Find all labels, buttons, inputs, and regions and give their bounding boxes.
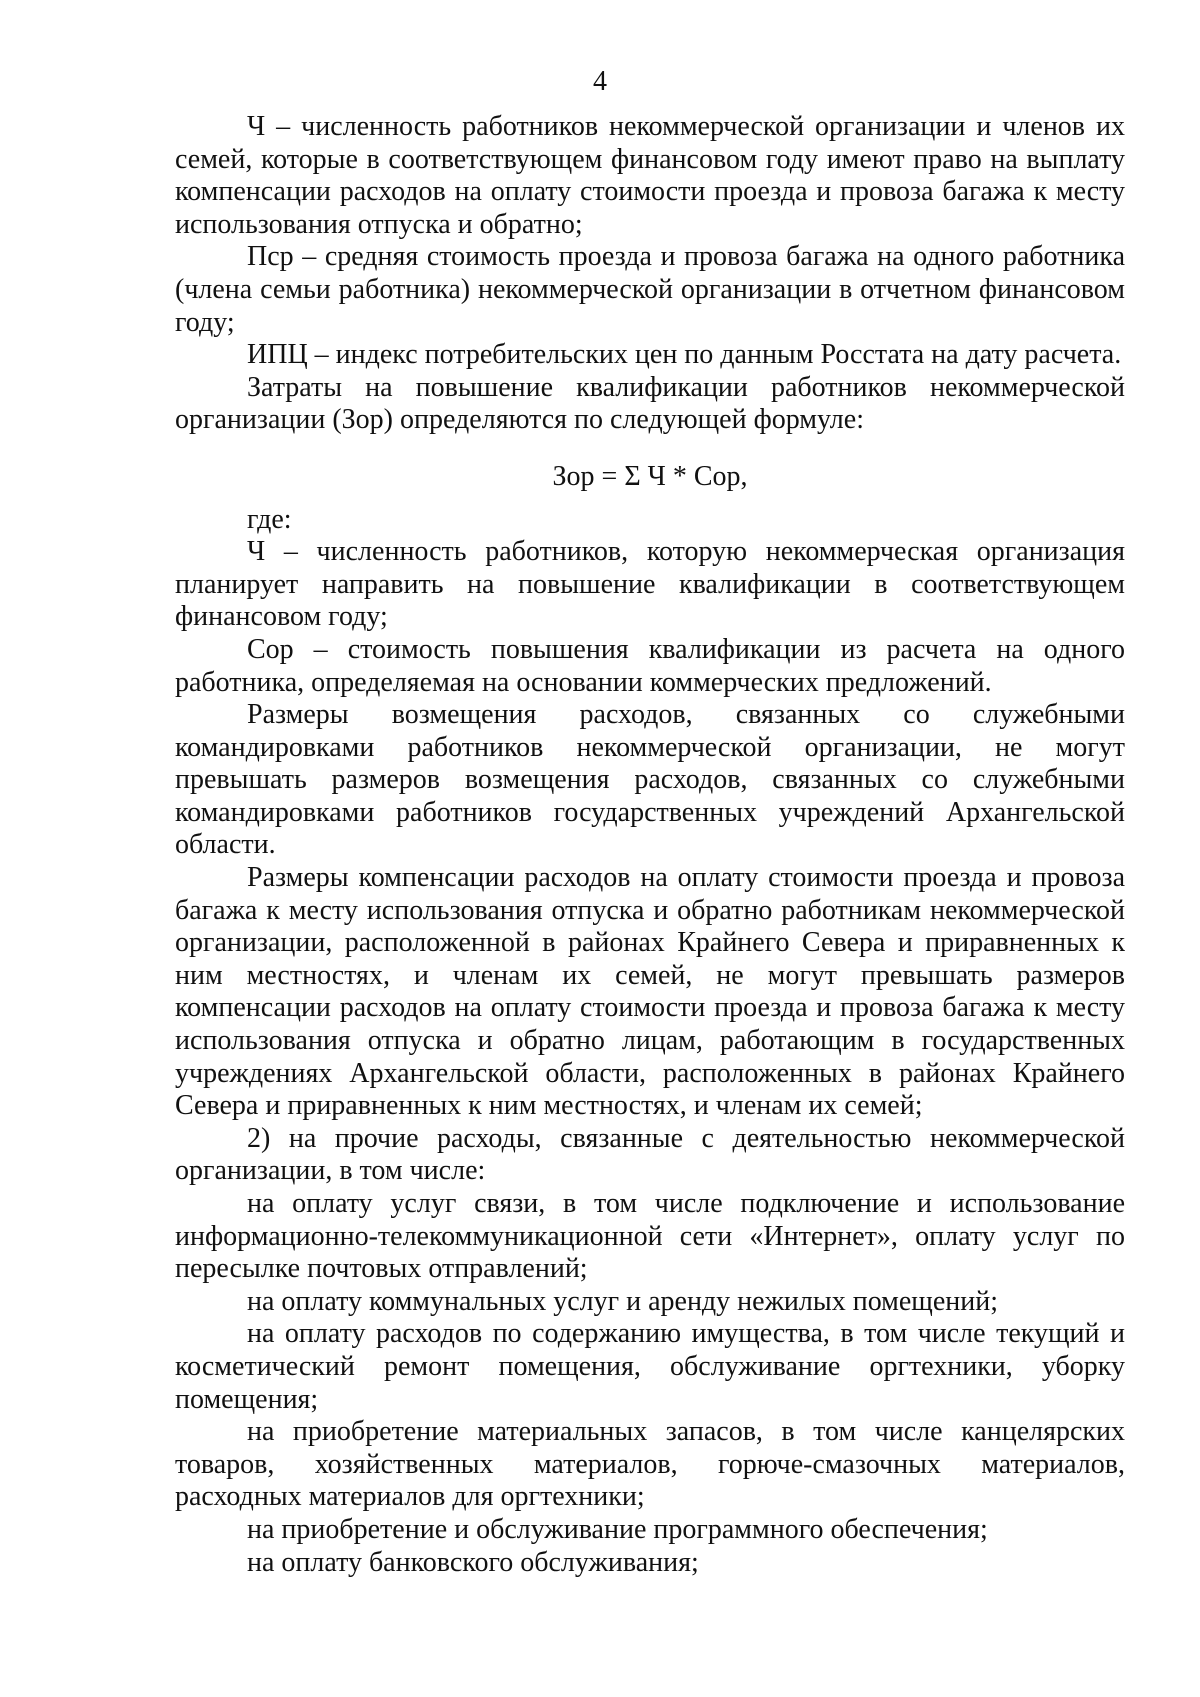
list-item-communication: на оплату услуг связи, в том числе подключение и использование информационно-телекоммуникационной сети «Интернет», оплату услуг по пересылке почтовых отправлений; bbox=[175, 1188, 1125, 1285]
paragraph-where: где: bbox=[247, 503, 292, 535]
list-item-materials: на приобретение материальных запасов, в том числе канцелярских товаров, хозяйственных материалов, горюче-смазочных материалов, расходных материалов для оргтехники; bbox=[175, 1416, 1125, 1513]
list-item-maintenance: на оплату расходов по содержанию имущества, в том числе текущий и косметический ремонт помещения, обслуживание оргтехники, уборку помещения; bbox=[175, 1318, 1125, 1415]
paragraph-travel-compensation: Размеры компенсации расходов на оплату стоимости проезда и провоза багажа к месту использования отпуска и обратно работникам некоммерческой организации, расположенной в районах Крайнего Севера и приравненных к ним местностях, и членам их семей, не могут превышать размеров компенсации расходов на оплату стоимости проезда и провоза багажа к месту использования отпуска и обратно лицам, работающим в государственных учреждениях Архангельской области, расположенных в районах Крайнего Севера и приравненных к ним местностях, и членам их семей; bbox=[175, 862, 1125, 1122]
paragraph-ch-definition: Ч – численность работников некоммерческой организации и членов их семей, которые в соответствующем финансовом году имеют право на выплату компенсации расходов на оплату стоимости проезда и провоза багажа к месту использования отпуска и обратно; bbox=[175, 111, 1125, 240]
list-item-banking: на оплату банковского обслуживания; bbox=[247, 1546, 699, 1578]
paragraph-business-trips: Размеры возмещения расходов, связанных со служебными командировками работников некоммерческой организации, не могут превышать размеров возмещения расходов, связанных со служебными командировками работников государственных учреждений Архангельской области. bbox=[175, 699, 1125, 861]
paragraph-training-costs: Затраты на повышение квалификации работников некоммерческой организации (Зор) определяются по следующей формуле: bbox=[175, 371, 1125, 436]
paragraph-psr-definition: Пср – средняя стоимость проезда и провоза багажа на одного работника (члена семьи работника) некоммерческой организации в отчетном финансовом году; bbox=[175, 241, 1125, 338]
list-item-software: на приобретение и обслуживание программного обеспечения; bbox=[247, 1513, 988, 1545]
page-number: 4 bbox=[593, 66, 607, 97]
paragraph-ipc-definition: ИПЦ – индекс потребительских цен по данным Росстата на дату расчета. bbox=[247, 339, 1122, 371]
document-body bbox=[175, 111, 1125, 1579]
paragraph-ch-training: Ч – численность работников, которую некоммерческая организация планирует направить на повышение квалификации в соответствующем финансовом году; bbox=[175, 536, 1125, 633]
formula-zor: Зор = Σ Ч * Сор, bbox=[552, 460, 748, 492]
list-item-utilities: на оплату коммунальных услуг и аренду нежилых помещений; bbox=[247, 1285, 999, 1317]
paragraph-sor-definition: Сор – стоимость повышения квалификации из расчета на одного работника, определяемая на основании коммерческих предложений. bbox=[175, 633, 1125, 698]
paragraph-other-expenses: 2) на прочие расходы, связанные с деятельностью некоммерческой организации, в том числе: bbox=[175, 1122, 1125, 1187]
